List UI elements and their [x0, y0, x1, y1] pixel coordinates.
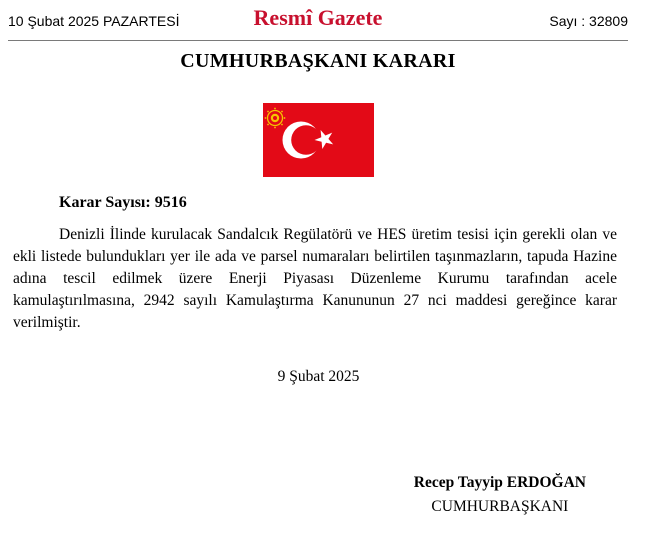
gazette-header — [8, 0, 628, 41]
presidential-seal-icon — [265, 108, 286, 129]
gazette-title: Resmî Gazete — [253, 5, 383, 30]
signer-surname: ERDOĞAN — [506, 474, 586, 491]
decision-title: CUMHURBAŞKANI KARARI — [180, 50, 456, 72]
signer-title: CUMHURBAŞKANI — [431, 498, 569, 515]
decision-body: Denizli İlinde kurulacak Sandalcık Regülatörü ve HES üretim tesisi için gerekli olan ve ekli listede bulundukları yer ile ada ve parsel numaraları belirtilen taşınmazların, tapuda Hazine adına tescil edilmek üzere Enerji Piyasası Düzenleme Kurumu tarafından acele kamulaştırılmasına, 2942 sayılı Kamulaştırma Kanununun 27 nci maddesi gereğince karar verilmiştir. — [13, 226, 617, 331]
signer-first-names: Recep Tayyip — [413, 474, 503, 491]
header-date: 10 Şubat 2025 PAZARTESİ — [8, 13, 180, 29]
decision-number: Karar Sayısı: 9516 — [59, 194, 187, 211]
signer-name-line — [414, 471, 586, 495]
signing-date: 9 Şubat 2025 — [277, 368, 360, 385]
issue-number: Sayı : 32809 — [549, 13, 628, 29]
signature-block — [414, 471, 586, 519]
turkish-flag-icon — [263, 103, 374, 177]
